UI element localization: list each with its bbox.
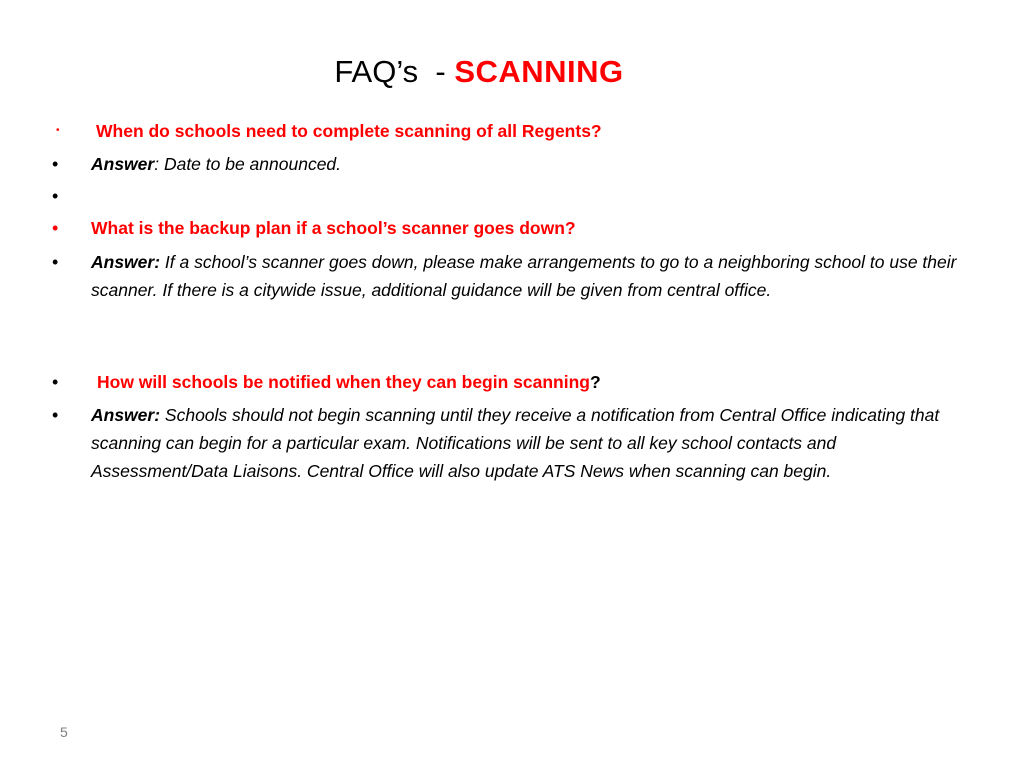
bullet-marker: • bbox=[52, 154, 59, 174]
answer-backup-body: If a school’s scanner goes down, please make arrangements to go to a neighboring school to use their scanner. If there is a citywide issue, additional guidance will be given from central office. bbox=[91, 252, 957, 300]
question-notification-text: How will schools be notified when they can begin scanning bbox=[97, 372, 590, 392]
answer-lead: Answer bbox=[91, 154, 155, 174]
question-text bbox=[91, 214, 971, 242]
question-text bbox=[96, 117, 976, 145]
question-notification-suffix: ? bbox=[589, 372, 601, 392]
answer-text bbox=[91, 150, 971, 178]
title-prefix: FAQ’s - bbox=[334, 54, 455, 89]
question-backup-text: What is the backup plan if a school’s scanner goes down? bbox=[91, 218, 576, 238]
answer-lead: Answer: bbox=[91, 252, 161, 272]
answer-text bbox=[91, 248, 971, 304]
bullet-marker: • bbox=[52, 186, 59, 206]
bullet-marker: • bbox=[52, 372, 59, 392]
bullet-marker: • bbox=[56, 125, 60, 136]
question-completion-text: When do schools need to complete scanning of all Regents? bbox=[96, 121, 602, 141]
question-text bbox=[97, 368, 977, 396]
bullet-marker: • bbox=[52, 405, 59, 425]
answer-completion-body: : Date to be announced. bbox=[154, 154, 342, 174]
title-topic: SCANNING bbox=[454, 54, 624, 89]
answer-lead: Answer: bbox=[91, 405, 161, 425]
answer-text bbox=[91, 401, 971, 485]
answer-notification-body: Schools should not begin scanning until they receive a notification from Central Office indicating that scanning can begin for a particular exam. Notifications will be sent to all key school contacts and Assessment/Data Liaisons. Central Office will also update ATS News when scanning can begin. bbox=[91, 405, 940, 481]
bullet-marker: • bbox=[52, 218, 59, 238]
bullet-marker: • bbox=[52, 252, 59, 272]
page-number: 5 bbox=[60, 724, 68, 740]
